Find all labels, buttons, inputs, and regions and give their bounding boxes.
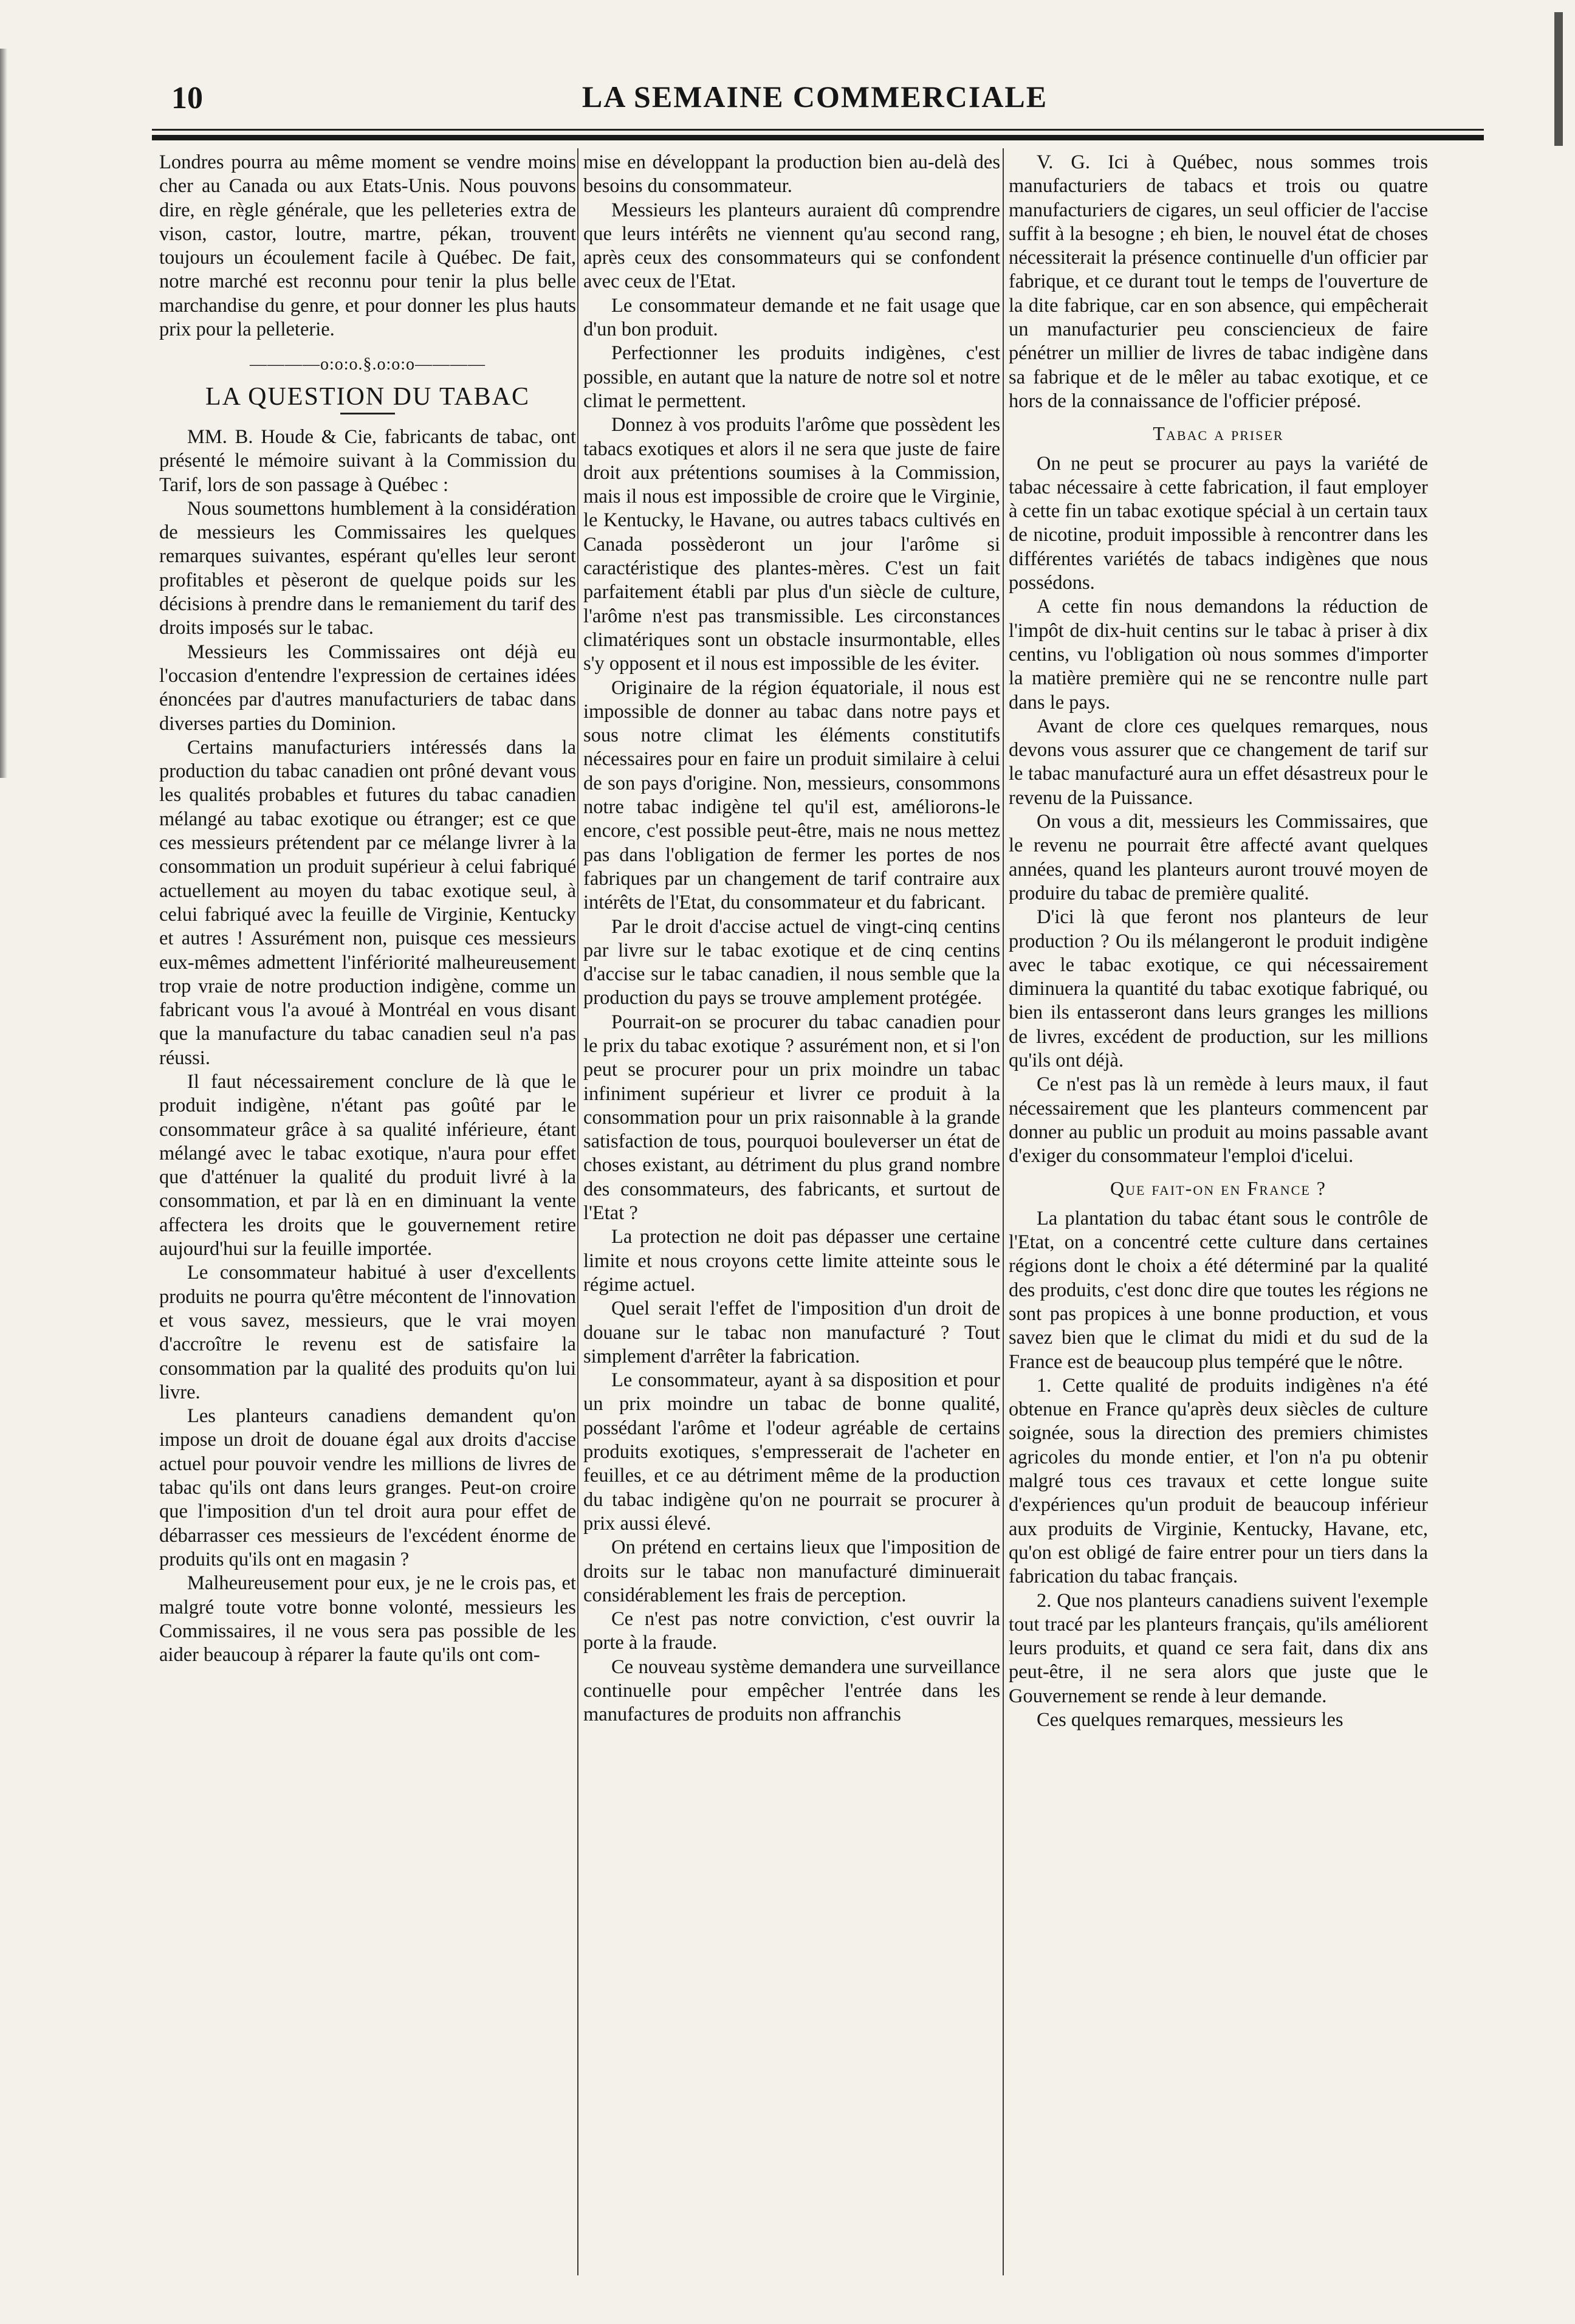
paragraph: mise en développant la production bien au-delà des besoins du consommateur.	[583, 151, 1000, 198]
running-title: LA SEMAINE COMMERCIALE	[582, 80, 1048, 114]
page-edge-mark	[1554, 12, 1563, 146]
paragraph: Donnez à vos produits l'arôme que possèdent les tabacs exotiques et alors il ne sera que juste de faire droit aux prétentions soumises à la Commission, mais il nous est impossible de croire que le Virginie, le Kentucky, le Havane, ou autres tabacs cultivés en Canada possèderont un jour l'arôme si caractéristique des plantes-mères. C'est un fait parfaitement établi par plus d'un siècle de culture, l'arôme n'est pas transmissible. Les circonstances climatériques sont un obstacle insurmontable, elles s'y opposent et il nous est impossible de les éviter.	[583, 414, 1000, 675]
article-title: LA QUESTION DU TABAC	[205, 382, 530, 411]
paragraph: Certains manufacturiers intéressés dans la production du tabac canadien ont prôné devant vous les qualités probables et futures du tabac canadien mélangé au tabac exotique ou étranger; est ce que ces messieurs prétendent par ce mélange livrer à la consommation un produit supérieur à celui fabriqué actuellement au moyen du tabac exotique seul, à celui fabriqué avec la feuille de Virginie, Kentucky et autres ! Assurément non, puisque ces messieurs eux-mêmes admettent l'infériorité malheureusement trop vraie de notre production indigène, comme un fabricant vous l'a avoué à Montréal en vous disant que la manufacture du tabac canadien seul n'a pas réussi.	[159, 736, 576, 1069]
paragraph: On vous a dit, messieurs les Commissaires, que le revenu ne pourrait être affecté avant quelques années, quand les planteurs auront trouvé moyen de produire du tabac de première qualité.	[1009, 811, 1428, 904]
paragraph: D'ici là que feront nos planteurs de leur production ? Ou ils mélangeront le produit indigène avec le tabac exotique, ce qui nécessairement diminuera la quantité du tabac exotique fabriqué, ou bien ils entasseront dans leurs granges les millions de livres, excédent de production, sur les millions qu'ils ont déjà.	[1009, 906, 1428, 1071]
paragraph: Originaire de la région équatoriale, il nous est impossible de donner au tabac dans notre pays et sous notre climat les éléments constitutifs nécessaires pour en faire un produit similaire à celui de son pays d'origine. Non, messieurs, consommons notre tabac indigène tel qu'il est, améliorons-le encore, c'est possible peut-être, mais ne nous mettez pas dans l'obligation de fermer les portes de nos fabriques par un changement de tarif contraire aux intérêts de l'Etat, du consommateur et du fabricant.	[583, 676, 1000, 914]
paragraph: Quel serait l'effet de l'imposition d'un droit de douane sur le tabac non manufacturé ? Tout simplement d'arrêter la fabrication.	[583, 1298, 1000, 1367]
paragraph: V. G. Ici à Québec, nous sommes trois manufacturiers de tabacs et trois ou quatre manufacturiers de cigares, un seul officier de l'accise suffit à la besogne ; eh bien, le nouvel état de choses nécessiterait la présence continuelle d'un officier par fabrique, et ce durant tout le temps de l'ouverture de la dite fabrique, car en son absence, qui empêcherait un manufacturier peu consciencieux de faire pénétrer un millier de livres de tabac indigène dans sa fabrique et de le mêler au tabac exotique, et ce hors de la connaissance de l'officier préposé.	[1009, 151, 1428, 412]
title-rule	[340, 413, 395, 414]
paragraph: Avant de clore ces quelques remarques, nous devons vous assurer que ce changement de tarif sur le tabac manufacturé aura un effet désastreux pour le revenu de la Puissance.	[1009, 715, 1428, 809]
paragraph: MM. B. Houde & Cie, fabricants de tabac, ont présenté le mémoire suivant à la Commission du Tarif, lors de son passage à Québec :	[159, 425, 576, 496]
paragraph: Messieurs les planteurs auraient dû comprendre que leurs intérêts ne viennent qu'au second rang, après ceux des consommateurs qui se confondent avec ceux de l'Etat.	[583, 199, 1000, 293]
paragraph: Londres pourra au même moment se vendre moins cher au Canada ou aux Etats-Unis. Nous pouvons dire, en règle générale, que les pelleteries extra de vison, castor, loutre, martre, pékan, trouvent toujours un écoulement facile à Québec. De fait, notre marché est reconnu pour tenir la plus belle marchandise du genre, et pour donner les plus hauts prix pour la pelleterie.	[159, 151, 576, 341]
paragraph: La protection ne doit pas dépasser une certaine limite et nous croyons cette limite atteinte sous le régime actuel.	[583, 1226, 1000, 1296]
column-1	[159, 151, 576, 2314]
paragraph: Le consommateur demande et ne fait usage que d'un bon produit.	[583, 294, 1000, 341]
page-edge-shadow	[0, 49, 7, 778]
paragraph: Ces quelques remarques, messieurs les	[1037, 1709, 1343, 1731]
page-header	[158, 72, 1472, 120]
paragraph: Il faut nécessairement conclure de là que le produit indigène, n'étant pas goûté par le consommateur grâce à sa qualité inférieure, étant mélangé avec le tabac exotique, n'aura pour effet que d'atténuer la qualité du produit livré à la consommation, et par là en en diminuant la vente affectera les droits que le gouvernement retire aujourd'hui sur la feuille importée.	[159, 1070, 576, 1260]
section-subhead: Que fait-on en France ?	[1110, 1177, 1326, 1200]
paragraph: On prétend en certains lieux que l'imposition de droits sur le tabac non manufacturé diminuerait considérablement les frais de perception.	[583, 1536, 1000, 1606]
header-rule-thick	[152, 135, 1484, 140]
column-separator	[1003, 148, 1004, 2275]
paragraph: Malheureusement pour eux, je ne le crois pas, et malgré toute votre bonne volonté, messieurs les Commissaires, il ne vous sera pas possible de les aider beaucoup à réparer la faute qu'ils ont com-	[159, 1572, 576, 1666]
paragraph: Par le droit d'accise actuel de vingt-cinq centins par livre sur le tabac exotique et de cinq centins d'accise sur le tabac canadien, il nous semble que la production du pays se trouve amplement protégée.	[583, 915, 1000, 1009]
column-3	[1009, 151, 1428, 2314]
column-2	[583, 151, 1000, 2314]
paragraph: Perfectionner les produits indigènes, c'est possible, en autant que la nature de notre sol et notre climat le permettent.	[583, 342, 1000, 412]
section-subhead: Tabac a priser	[1153, 422, 1284, 445]
paragraph: Pourrait-on se procurer du tabac canadien pour le prix du tabac exotique ? assurément non, et si l'on peut se procurer pour un prix moindre un tabac infiniment supérieur et livrer ce produit à la consommation pour un prix raisonnable à la grande satisfaction de tous, pourquoi bouleverser un état de choses existant, au détriment du plus grand nombre des consommateurs, des fabricants, et surtout de l'Etat ?	[583, 1011, 1000, 1225]
paragraph: Nous soumettons humblement à la considération de messieurs les Commissaires les quelques remarques suivantes, espérant qu'elles leur seront profitables et pèseront de quelque poids sur les décisions à prendre dans le remaniement du tarif des droits imposés sur le tabac.	[159, 497, 576, 639]
paragraph: Ce nouveau système demandera une surveillance continuelle pour empêcher l'entrée dans les manufactures de produits non affranchis	[583, 1655, 1000, 1726]
paragraph: Messieurs les Commissaires ont déjà eu l'occasion d'entendre l'expression de certaines idées énoncées par d'autres manufacturiers de tabac dans diverses parties du Dominion.	[159, 641, 576, 735]
paragraph: 2. Que nos planteurs canadiens suivent l'exemple tout tracé par les planteurs français, qu'ils améliorent leurs produits, et quand ce sera fait, dans dix ans peut-être, il ne sera alors que juste que le Gouvernement se rende à leur demande.	[1009, 1589, 1428, 1707]
paragraph: On ne peut se procurer au pays la variété de tabac nécessaire à cette fabrication, il faut employer à cette fin un tabac exotique spécial à un certain taux de nicotine, produit impossible à rencontrer dans les différentes variétés de tabacs indigènes que nous possédons.	[1009, 452, 1428, 594]
page-number: 10	[171, 81, 203, 115]
header-rule-thin	[152, 129, 1484, 131]
paragraph: Le consommateur, ayant à sa disposition et pour un prix moindre un tabac de bonne qualité, possédant l'arôme et l'odeur agréable de certains produits exotiques, s'empresserait de l'acheter en feuilles, et ce au détriment même de la production du tabac indigène qu'on ne pourrait se procurer à prix aussi élevé.	[583, 1369, 1000, 1535]
paragraph: La plantation du tabac étant sous le contrôle de l'Etat, on a concentré cette culture dans certaines régions dont le choix a été déterminé par la qualité des produits, c'est donc dire que toutes les régions ne sont pas propices à une bonne production, et vous savez bien que le climat du midi et du sud de la France est de beaucoup plus tempéré que le nôtre.	[1009, 1207, 1428, 1373]
paragraph: Ce n'est pas là un remède à leurs maux, il faut nécessairement que les planteurs commencent par donner au public un produit au moins passable avant d'exiger du consommateur l'emploi d'icelui.	[1009, 1073, 1428, 1167]
paragraph: Les planteurs canadiens demandent qu'on impose un droit de douane égal aux droits d'accise actuel pour pouvoir vendre les millions de livres de tabac qu'ils ont dans leurs granges. Peut-on croire que l'imposition d'un tel droit aura pour effet de débarrasser ces messieurs de l'excédent énorme de produits qu'ils ont en magasin ?	[159, 1405, 576, 1570]
column-separator	[577, 148, 578, 2275]
section-ornament: ————o:o:o.§.o:o:o————	[249, 355, 486, 374]
paragraph: A cette fin nous demandons la réduction de l'impôt de dix-huit centins sur le tabac à priser à dix centins, vu l'obligation où nous sommes d'importer la matière première qui ne se rencontre nulle part dans le pays.	[1009, 596, 1428, 713]
paragraph: Ce n'est pas notre conviction, c'est ouvrir la porte à la fraude.	[583, 1608, 1000, 1654]
paragraph: 1. Cette qualité de produits indigènes n'a été obtenue en France qu'après deux siècles de culture soignée, sous la direction des premiers chimistes agricoles du monde entier, et l'on n'a pu obtenir malgré tous ces travaux et cette longue suite d'expériences qu'un produit de beaucoup inférieur aux produits de Virginie, Kentucky, Havane, etc, qu'on est obligé de faire entrer pour un tiers dans la fabrication du tabac français.	[1009, 1374, 1428, 1588]
paragraph: Le consommateur habitué à user d'excellents produits ne pourra qu'être mécontent de l'innovation et vous savez, messieurs, que le vrai moyen d'accroître le revenu est de satisfaire la consommation par la qualité des produits qu'on lui livre.	[159, 1262, 576, 1403]
